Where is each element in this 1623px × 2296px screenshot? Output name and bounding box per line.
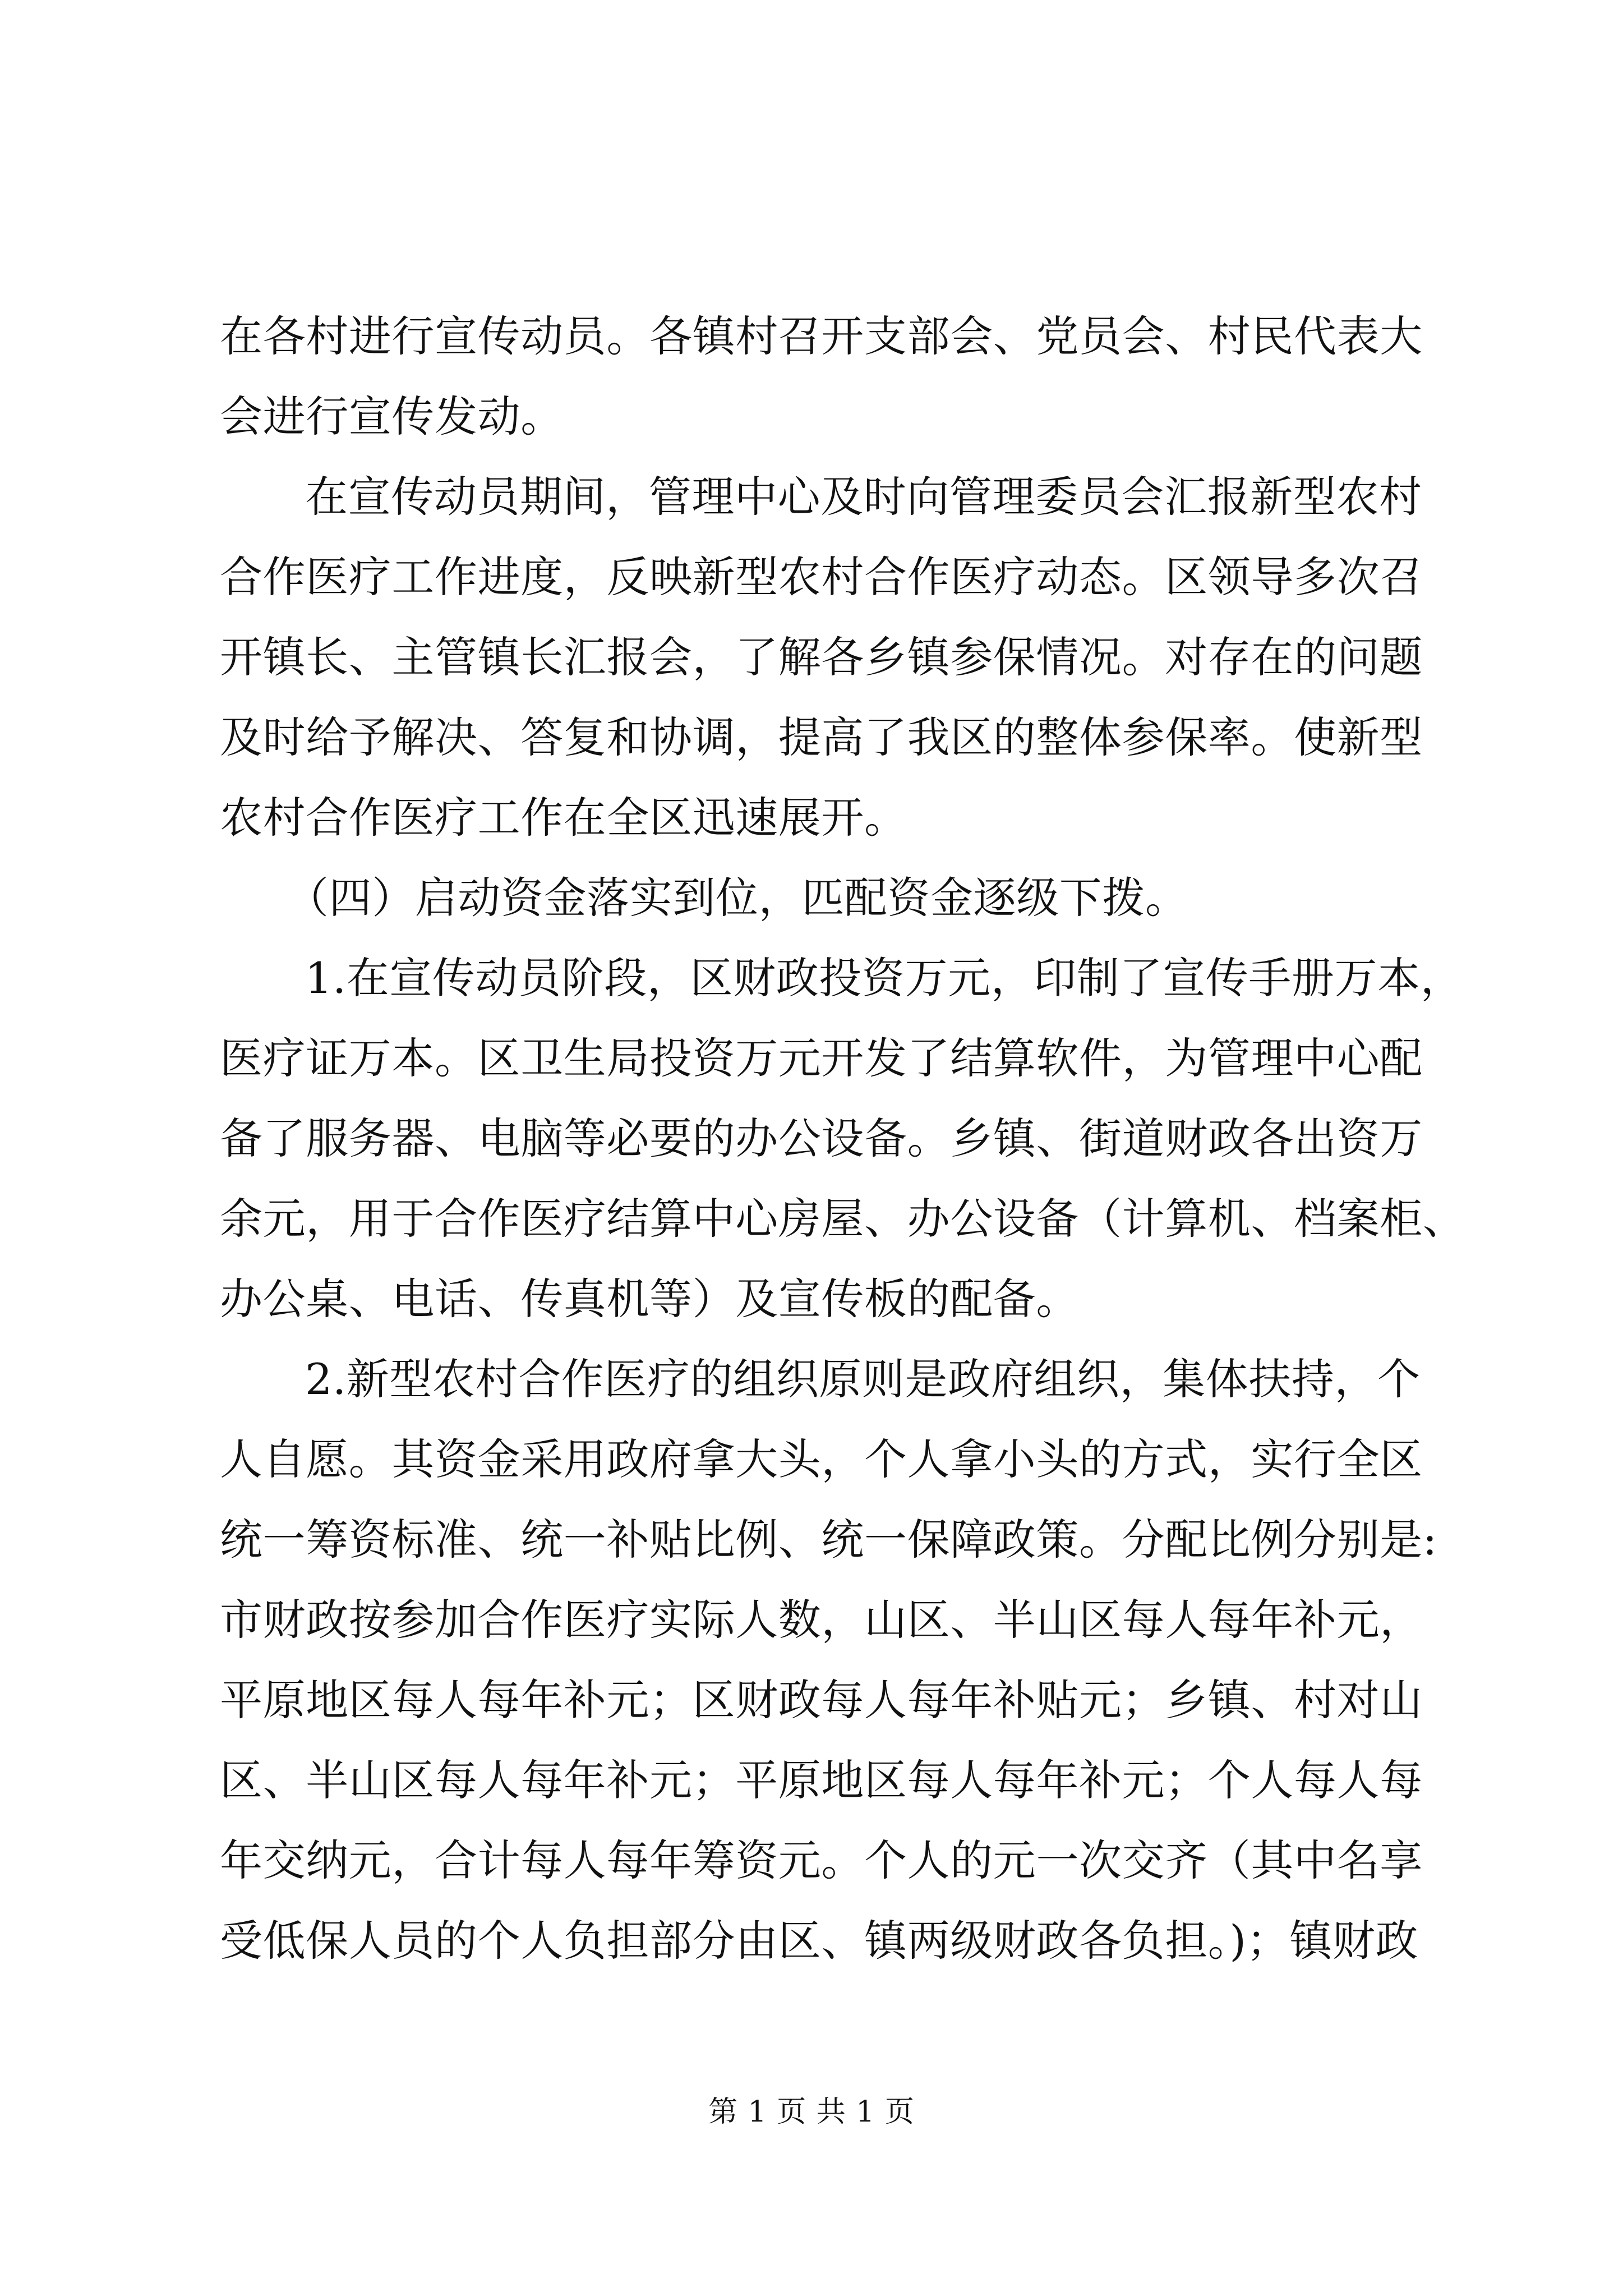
body-text	[220, 296, 1466, 1981]
section-heading: （四）启动资金落实到位，匹配资金逐级下拨。	[286, 873, 1188, 923]
text-line: 在宣传动员期间，管理中心及时向管理委员会汇报新型农村	[305, 472, 1422, 522]
text-line: 农村合作医疗工作在全区迅速展开。	[220, 793, 907, 843]
text-line: 合作医疗工作进度，反映新型农村合作医疗动态。区领导多次召	[220, 552, 1423, 602]
text-line: 在各村进行宣传动员。各镇村召开支部会、党员会、村民代表大	[220, 311, 1423, 361]
page-number-footer: 第 1 页 共 1 页	[708, 2095, 915, 2129]
text-line: 余元，用于合作医疗结算中心房屋、办公设备（计算机、档案柜、	[220, 1194, 1466, 1244]
text-line: 1.在宣传动员阶段，区财政投资万元，印制了宣传手册万本，	[305, 953, 1464, 1003]
text-line: 开镇长、主管镇长汇报会，了解各乡镇参保情况。对存在的问题	[220, 632, 1423, 682]
text-line: 统一筹资标准、统一补贴比例、统一保障政策。分配比例分别是:	[220, 1515, 1438, 1565]
text-line: 2.新型农村合作医疗的组织原则是政府组织，集体扶持，个	[305, 1354, 1421, 1404]
text-line: 年交纳元，合计每人每年筹资元。个人的元一次交齐（其中名享	[220, 1835, 1423, 1885]
text-line: 及时给予解决、答复和协调，提高了我区的整体参保率。使新型	[220, 712, 1423, 762]
text-line: 人自愿。其资金采用政府拿大头，个人拿小头的方式，实行全区	[220, 1434, 1423, 1484]
text-line: 平原地区每人每年补元；区财政每人每年补贴元；乡镇、村对山	[220, 1675, 1423, 1725]
text-line: 会进行宣传发动。	[220, 392, 564, 441]
text-line: 医疗证万本。区卫生局投资万元开发了结算软件，为管理中心配	[220, 1033, 1423, 1083]
text-line: 市财政按参加合作医疗实际人数，山区、半山区每人每年补元，	[220, 1595, 1423, 1645]
text-line: 备了服务器、电脑等必要的办公设备。乡镇、街道财政各出资万	[220, 1114, 1423, 1163]
text-line: 办公桌、电话、传真机等）及宣传板的配备。	[220, 1274, 1079, 1324]
text-line: 受低保人员的个人负担部分由区、镇两级财政各负担。)；镇财政	[220, 1916, 1419, 1966]
text-line: 区、半山区每人每年补元；平原地区每人每年补元；个人每人每	[220, 1755, 1423, 1805]
